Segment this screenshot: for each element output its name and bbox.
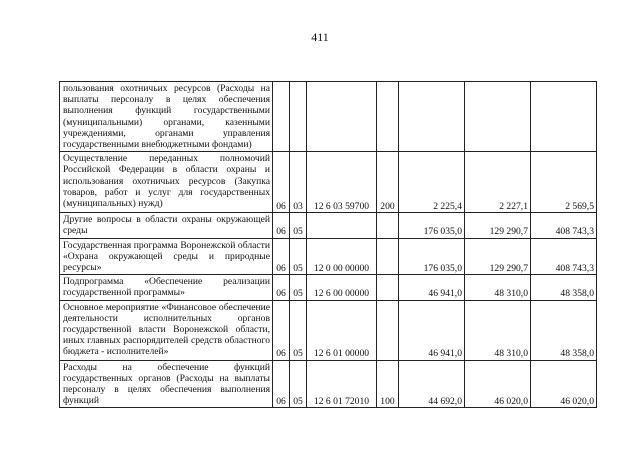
- row-expense-type: [377, 238, 399, 275]
- row-section: 06: [273, 152, 290, 213]
- row-subsection: 03: [290, 152, 307, 213]
- row-expense-type: 100: [377, 360, 399, 408]
- row-expense-type: [377, 213, 399, 238]
- row-target-article: [307, 213, 377, 238]
- row-name: Расходы на обеспечение функций государственных органов (Расходы на выплаты персоналу в целях обеспечения выполнения функций: [60, 360, 273, 408]
- row-target-article: 12 0 00 00000: [307, 238, 377, 275]
- row-amount-1: 46 941,0: [399, 300, 465, 360]
- row-target-article: 12 6 01 72010: [307, 360, 377, 408]
- row-expense-type: 200: [377, 152, 399, 213]
- row-section: 06: [273, 275, 290, 300]
- table-row: [60, 300, 597, 360]
- row-amount-2: 46 020,0: [465, 360, 531, 408]
- row-section: 06: [273, 360, 290, 408]
- row-amount-2: 48 310,0: [465, 300, 531, 360]
- row-name: Основное мероприятие «Финансовое обеспечение деятельности исполнительных органов государственной власти Воронежской области, иных главных распорядителей средств областного бюджета - исполнителей»: [60, 300, 273, 360]
- row-amount-3: 48 358,0: [531, 300, 597, 360]
- row-target-article: 12 6 03 59700: [307, 152, 377, 213]
- row-name: пользования охотничьих ресурсов (Расходы на выплаты персоналу в целях обеспечения выполнения функций государственными (муниципальными) органами, казенными учреждениями, органами управления государственными внебюджетными фондами): [60, 82, 273, 152]
- row-target-article: 12 6 01 00000: [307, 300, 377, 360]
- table-row: [60, 360, 597, 408]
- row-amount-2: [465, 82, 531, 152]
- row-amount-3: 46 020,0: [531, 360, 597, 408]
- row-target-article: [307, 82, 377, 152]
- row-name: Другие вопросы в области охраны окружающей среды: [60, 213, 273, 238]
- row-amount-2: 129 290,7: [465, 213, 531, 238]
- row-section: 06: [273, 238, 290, 275]
- table-row: [60, 238, 597, 275]
- row-amount-1: 176 035,0: [399, 213, 465, 238]
- row-name: Государственная программа Воронежской области «Охрана окружающей среды и природные ресурсы»: [60, 238, 273, 275]
- table-row: [60, 213, 597, 238]
- row-amount-3: [531, 82, 597, 152]
- row-subsection: 05: [290, 238, 307, 275]
- row-name: Осуществление переданных полномочий Российской Федерации в области охраны и использования охотничьих ресурсов (Закупка товаров, работ и услуг для государственных (муниципальных) нужд): [60, 152, 273, 213]
- row-section: 06: [273, 213, 290, 238]
- budget-table: [59, 81, 597, 408]
- row-amount-2: 48 310,0: [465, 275, 531, 300]
- row-expense-type: [377, 82, 399, 152]
- row-subsection: [290, 82, 307, 152]
- row-target-article: 12 6 00 00000: [307, 275, 377, 300]
- row-subsection: 05: [290, 360, 307, 408]
- page-number: 411: [311, 30, 329, 44]
- row-expense-type: [377, 275, 399, 300]
- row-amount-3: 408 743,3: [531, 213, 597, 238]
- row-subsection: 05: [290, 300, 307, 360]
- row-amount-1: 44 692,0: [399, 360, 465, 408]
- row-section: 06: [273, 300, 290, 360]
- row-amount-2: 129 290,7: [465, 238, 531, 275]
- row-amount-1: 176 035,0: [399, 238, 465, 275]
- row-section: [273, 82, 290, 152]
- row-expense-type: [377, 300, 399, 360]
- table-row: [60, 152, 597, 213]
- table-row: [60, 82, 597, 152]
- row-amount-1: 46 941,0: [399, 275, 465, 300]
- row-amount-3: 48 358,0: [531, 275, 597, 300]
- row-amount-1: [399, 82, 465, 152]
- row-amount-3: 2 569,5: [531, 152, 597, 213]
- table-row: [60, 275, 597, 300]
- row-amount-1: 2 225,4: [399, 152, 465, 213]
- row-amount-2: 2 227,1: [465, 152, 531, 213]
- row-subsection: 05: [290, 275, 307, 300]
- row-name: Подпрограмма «Обеспечение реализации государственной программы»: [60, 275, 273, 300]
- row-subsection: 05: [290, 213, 307, 238]
- row-amount-3: 408 743,3: [531, 238, 597, 275]
